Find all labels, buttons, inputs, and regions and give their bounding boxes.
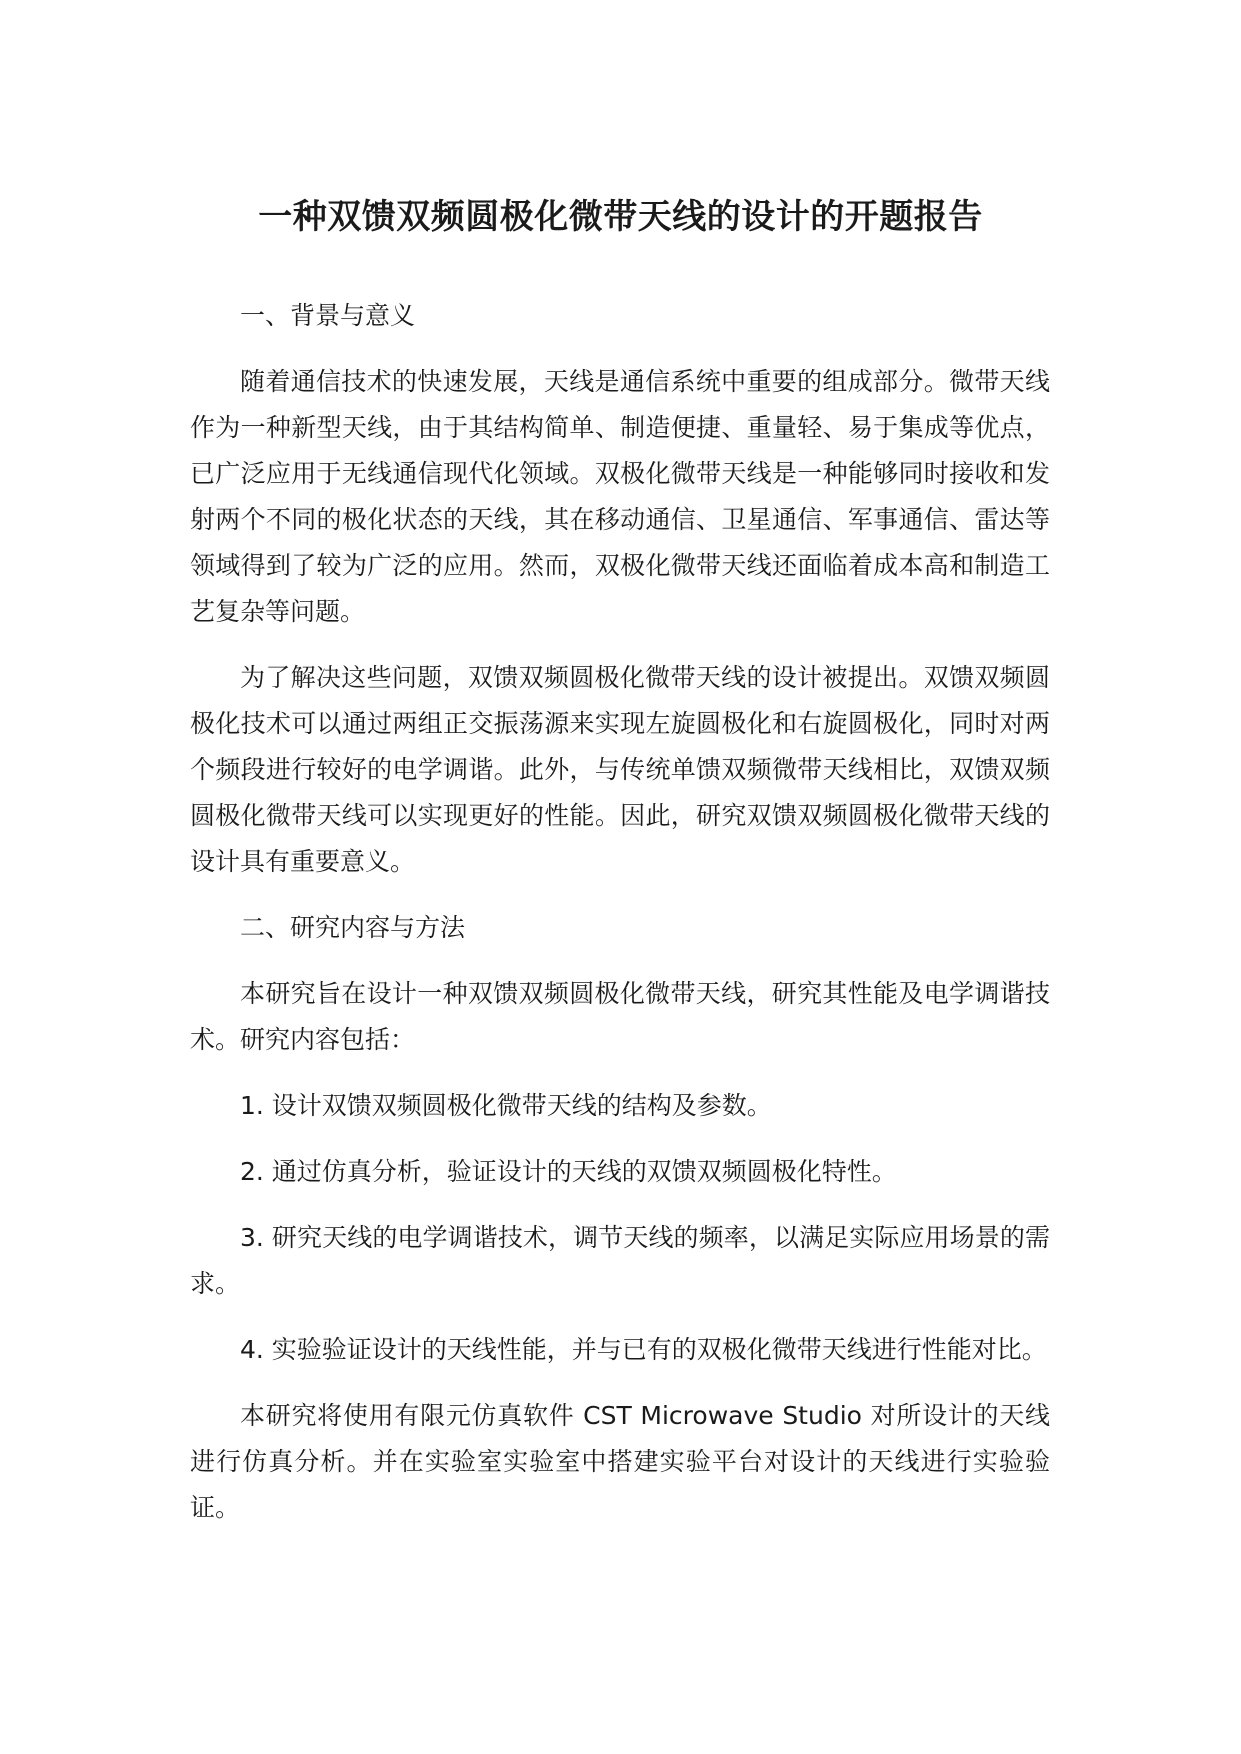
list-item-4: 4. 实验验证设计的天线性能，并与已有的双极化微带天线进行性能对比。	[240, 1335, 1047, 1364]
paragraph-research-intro: 本研究旨在设计一种双馈双频圆极化微带天线，研究其性能及电学调谐技术。研究内容包括：	[190, 979, 1050, 1054]
document-title: 一种双馈双频圆极化微带天线的设计的开题报告	[258, 196, 983, 237]
list-item-3: 3. 研究天线的电学调谐技术，调节天线的频率，以满足实际应用场景的需求。	[190, 1223, 1050, 1298]
paragraph-background-1: 随着通信技术的快速发展，天线是通信系统中重要的组成部分。微带天线作为一种新型天线，由于其结构简单、制造便捷、重量轻、易于集成等优点，已广泛应用于无线通信现代化领域。双极化微带天线是一种能够同时接收和发射两个不同的极化状态的天线，其在移动通信、卫星通信、军事通信、雷达等领域得到了较为广泛的应用。然而，双极化微带天线还面临着成本高和制造工艺复杂等问题。	[190, 367, 1050, 626]
paragraph-background-2: 为了解决这些问题，双馈双频圆极化微带天线的设计被提出。双馈双频圆极化技术可以通过两组正交振荡源来实现左旋圆极化和右旋圆极化，同时对两个频段进行较好的电学调谐。此外，与传统单馈双频微带天线相比，双馈双频圆极化微带天线可以实现更好的性能。因此，研究双馈双频圆极化微带天线的设计具有重要意义。	[190, 663, 1050, 876]
document-body	[190, 293, 1050, 1551]
paragraph-method: 本研究将使用有限元仿真软件 CST Microwave Studio 对所设计的天线进行仿真分析。并在实验室实验室中搭建实验平台对设计的天线进行实验验证。	[190, 1401, 1050, 1522]
section-heading-research: 二、研究内容与方法	[240, 913, 466, 942]
list-item-2: 2. 通过仿真分析，验证设计的天线的双馈双频圆极化特性。	[240, 1157, 897, 1186]
section-heading-background: 一、背景与意义	[240, 301, 416, 330]
list-item-1: 1. 设计双馈双频圆极化微带天线的结构及参数。	[240, 1091, 772, 1120]
